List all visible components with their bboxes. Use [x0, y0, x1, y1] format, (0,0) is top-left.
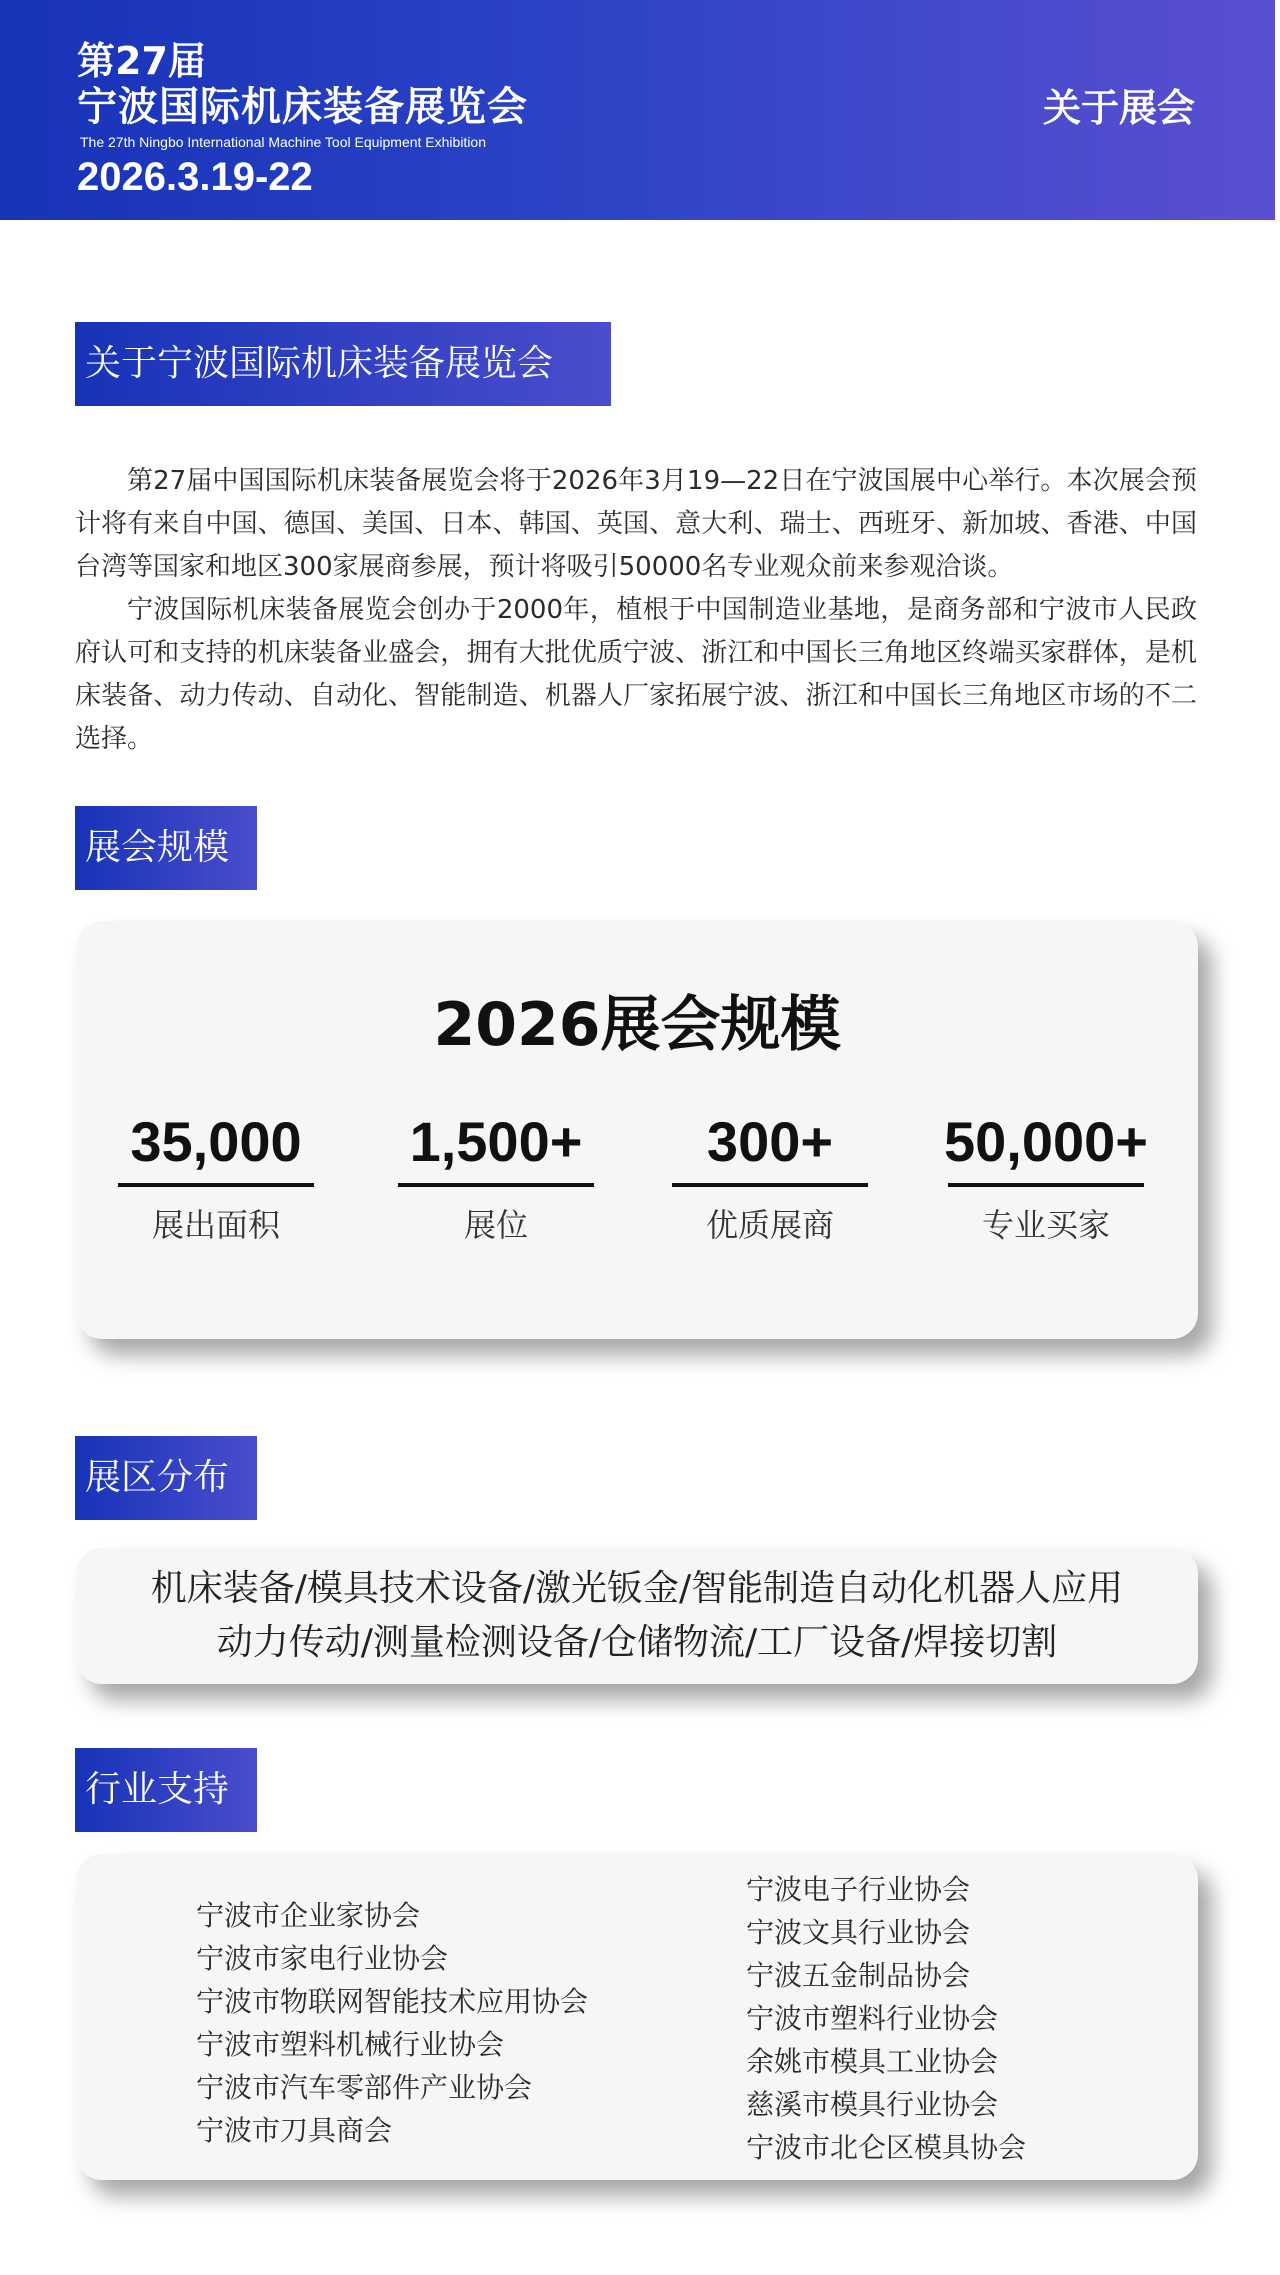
exhibition-date: 2026.3.19-22 [77, 155, 313, 199]
stat-buyers [916, 1109, 1176, 1245]
stat-value: 50,000+ [944, 1110, 1148, 1173]
stat-divider [118, 1183, 314, 1187]
exhibition-title-en: The 27th Ningbo International Machine Tool Equipment Exhibition [80, 134, 486, 150]
exhibition-title: 宁波国际机床装备展览会 [77, 84, 528, 130]
zones-heading: 展区分布 [75, 1436, 257, 1520]
support-org: 宁波市家电行业协会 [196, 1942, 449, 1975]
about-paragraph: 宁波国际机床装备展览会创办于2000年，植根于中国制造业基地，是商务部和宁波市人民政府认可和支持的机床装备业盛会，拥有大批优质宁波、浙江和中国长三角地区终端买家群体，是机床装备、动力传动、自动化、智能制造、机器人厂家拓展宁波、浙江和中国长三角地区市场的不二选择。 [75, 595, 1197, 754]
stat-value: 1,500+ [409, 1110, 583, 1173]
about-nav-link[interactable]: 关于展会 [1042, 86, 1195, 130]
support-org: 宁波市刀具商会 [196, 2114, 393, 2147]
zones-line: 机床装备/模具技术设备/激光钣金/智能制造自动化机器人应用 [150, 1568, 1124, 1609]
stat-area [86, 1109, 346, 1245]
about-heading: 关于宁波国际机床装备展览会 [75, 322, 611, 406]
support-org: 宁波市企业家协会 [196, 1899, 421, 1932]
stat-label: 展出面积 [151, 1206, 280, 1244]
stat-divider [948, 1183, 1144, 1187]
support-org: 余姚市模具工业协会 [746, 2045, 999, 2078]
support-org: 宁波市物联网智能技术应用协会 [196, 1985, 589, 2018]
edition-label: 第27届 [77, 39, 206, 83]
support-org: 宁波市塑料机械行业协会 [196, 2028, 505, 2061]
stat-exhibitors [640, 1109, 900, 1245]
zones-card [76, 1548, 1198, 1684]
support-org: 宁波五金制品协会 [746, 1959, 971, 1992]
stat-label: 优质展商 [705, 1206, 834, 1244]
about-paragraph: 第27届中国国际机床装备展览会将于2026年3月19—22日在宁波国展中心举行。本次展会预计将有来自中国、德国、美国、日本、韩国、英国、意大利、瑞士、西班牙、新加坡、香港、中国台湾等国家和地区300家展商参展，预计将吸引50000名专业观众前来参观洽谈。 [75, 466, 1197, 582]
support-org: 宁波文具行业协会 [746, 1916, 971, 1949]
stat-divider [398, 1183, 594, 1187]
about-text [75, 460, 1197, 761]
support-list-left [196, 1894, 588, 2152]
support-org: 宁波电子行业协会 [746, 1873, 971, 1906]
stat-label: 展位 [463, 1206, 528, 1244]
stat-value: 300+ [706, 1110, 834, 1173]
support-org: 慈溪市模具行业协会 [746, 2088, 999, 2121]
support-org: 宁波市汽车零部件产业协会 [196, 2071, 533, 2104]
support-heading: 行业支持 [75, 1748, 257, 1832]
zones-list [76, 1562, 1198, 1670]
support-org: 宁波市北仑区模具协会 [746, 2131, 1027, 2164]
support-list-right [746, 1868, 1026, 2169]
stat-divider [672, 1183, 868, 1187]
support-card [76, 1854, 1198, 2180]
scale-card-title: 2026展会规模 [433, 990, 841, 1060]
scale-card [76, 921, 1198, 1339]
scale-heading: 展会规模 [75, 806, 257, 890]
stat-label: 专业买家 [981, 1206, 1110, 1244]
stat-booths [366, 1109, 626, 1245]
header-banner [0, 0, 1275, 220]
support-org: 宁波市塑料行业协会 [746, 2002, 999, 2035]
stat-value: 35,000 [130, 1110, 302, 1173]
zones-line: 动力传动/测量检测设备/仓储物流/工厂设备/焊接切割 [216, 1622, 1058, 1663]
